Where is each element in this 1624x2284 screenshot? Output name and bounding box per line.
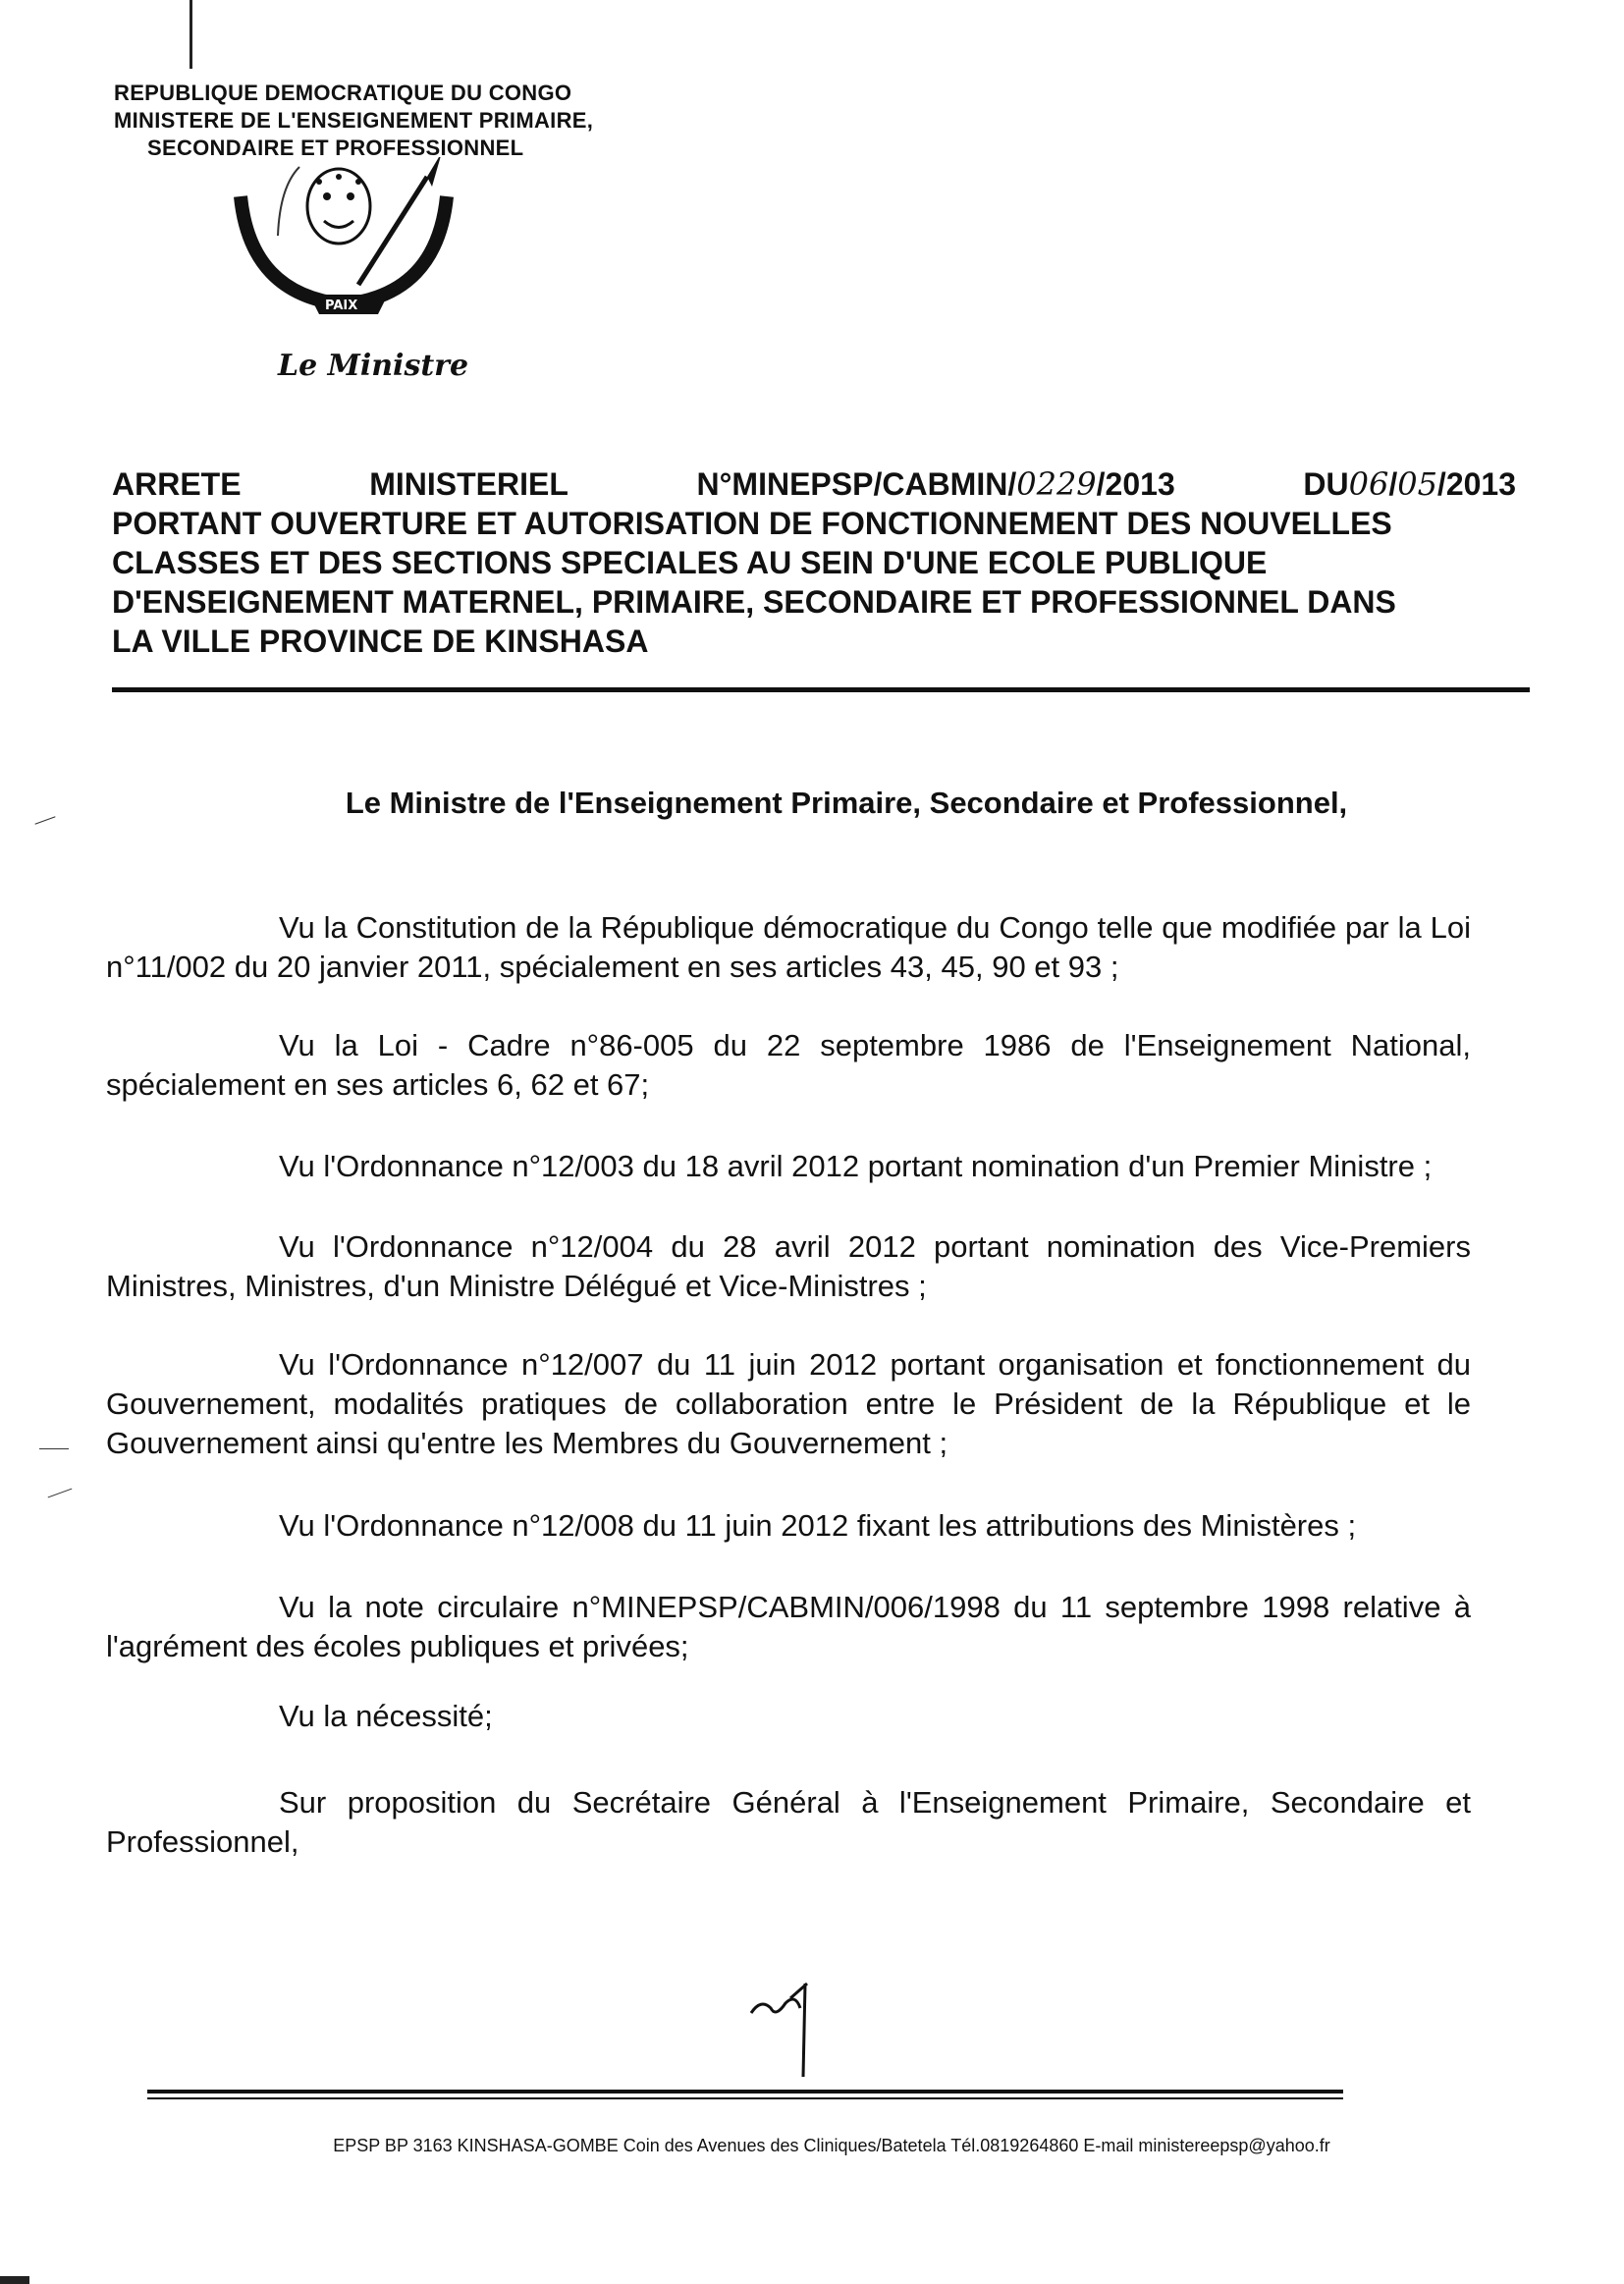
coat-of-arms-emblem [231,157,457,334]
handwritten-month: 05 [1397,465,1437,503]
arrete-date: DU06/05/2013 [1303,465,1516,503]
arrete-title-line-4: D'ENSEIGNEMENT MATERNEL, PRIMAIRE, SECONDAIRE ET PROFESSIONNEL DANS [112,584,1396,620]
header-ministry-cont: SECONDAIRE ET PROFESSIONNEL [147,136,524,160]
visa-paragraph: Vu l'Ordonnance n°12/007 du 11 juin 2012 portant organisation et fonctionnement du Gouvernement, modalités pratiques de collaboration entre le Président de la République et le Gouvernement ainsi qu'entre les Membres du Gouvernement ; [106,1347,1471,1460]
handwritten-day: 06 [1348,465,1389,503]
visa-paragraph: Vu l'Ordonnance n°12/003 du 18 avril 2012 portant nomination d'un Premier Ministre ; [279,1149,1433,1183]
arrete-title-line-1 [112,464,1516,504]
visa-paragraph: Vu la Constitution de la République démocratique du Congo telle que modifiée par la Loi n°11/002 du 20 janvier 2011, spécialement en ses articles 43, 45, 90 et 93 ; [106,910,1471,984]
visa-paragraph: Vu la Loi - Cadre n°86-005 du 22 septembre 1986 de l'Enseignement National, spécialement en ses articles 6, 62 et 67; [106,1028,1471,1102]
visa-paragraph: Vu l'Ordonnance n°12/008 du 11 juin 2012 fixant les attributions des Ministères ; [279,1508,1357,1543]
margin-mark [48,1489,73,1498]
visa-paragraph: Sur proposition du Secrétaire Général à l'Enseignement Primaire, Secondaire et Professionnel, [106,1785,1471,1859]
arrete-title-line-5: LA VILLE PROVINCE DE KINSHASA [112,624,649,659]
scan-corner-mark [0,2276,29,2284]
arrete-title [112,464,1516,661]
scan-artifact-bar [189,0,192,69]
arrete-title-line-2: PORTANT OUVERTURE ET AUTORISATION DE FONCTIONNEMENT DES NOUVELLES [112,506,1392,541]
arrete-word: ARRETE [112,466,242,502]
header-country: REPUBLIQUE DEMOCRATIQUE DU CONGO [114,81,572,105]
title-divider [112,687,1530,692]
ministre-label: Le Ministre [278,349,469,383]
visa-paragraph: Vu l'Ordonnance n°12/004 du 28 avril 2012 portant nomination des Vice-Premiers Ministres, Ministres, d'un Ministre Délégué et Vice-Ministres ; [106,1229,1471,1303]
handwritten-number: 0229 [1016,465,1097,503]
header-ministry: MINISTERE DE L'ENSEIGNEMENT PRIMAIRE, [114,108,594,133]
footer-divider-thin [147,2097,1343,2099]
margin-mark [39,1448,69,1449]
footer-divider [147,2090,1343,2094]
initials-paraphe [746,1974,835,2082]
svg-text:PAIX: PAIX [325,299,358,313]
arrete-title-line-3: CLASSES ET DES SECTIONS SPECIALES AU SEIN D'UNE ECOLE PUBLIQUE [112,545,1268,580]
visa-paragraph: Vu la note circulaire n°MINEPSP/CABMIN/006/1998 du 11 septembre 1998 relative à l'agrément des écoles publiques et privées; [106,1590,1471,1663]
footer-address: EPSP BP 3163 KINSHASA-GOMBE Coin des Avenues des Cliniques/Batetela Tél.0819264860 E-mail ministereepsp@yahoo.fr [333,2136,1330,2155]
intro-heading: Le Ministre de l'Enseignement Primaire, Secondaire et Professionnel, [345,786,1348,820]
visa-paragraph: Vu la nécessité; [279,1699,493,1733]
ministeriel-word: MINISTERIEL [369,466,568,502]
arrete-number: N°MINEPSP/CABMIN/0229/2013 [696,465,1175,503]
